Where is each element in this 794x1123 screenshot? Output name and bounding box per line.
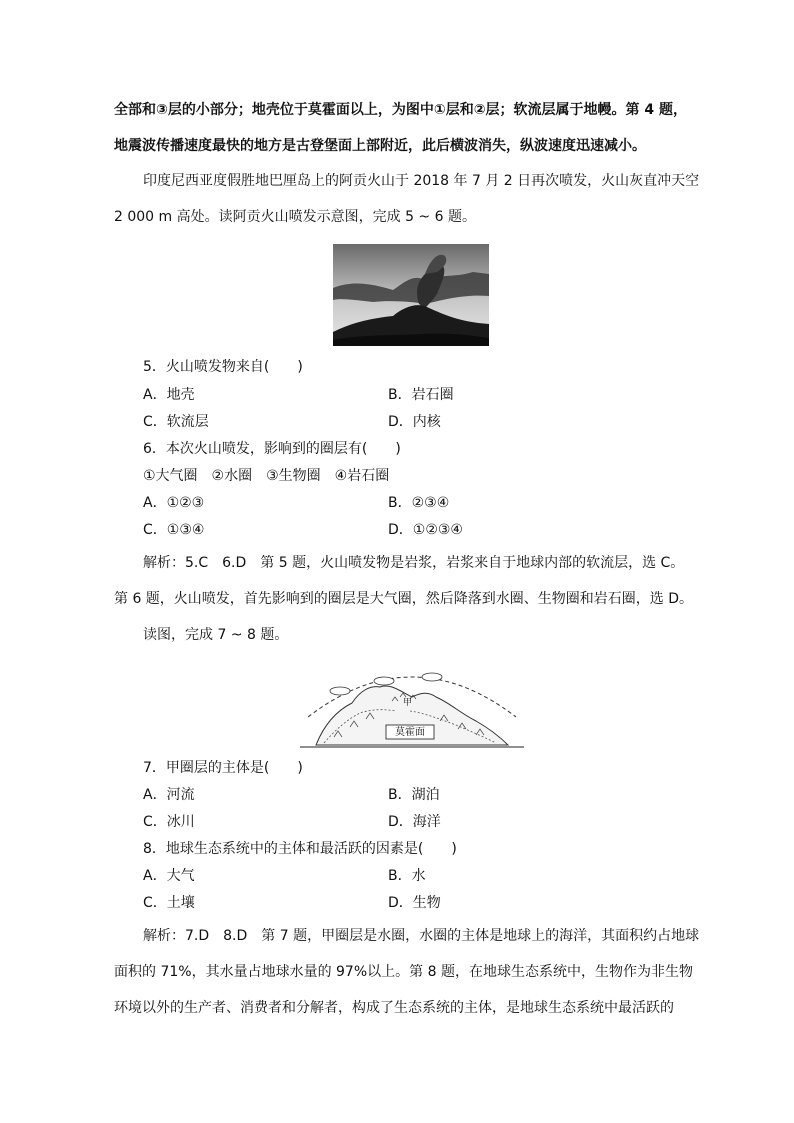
q6-option-a: A．①②③ [143,495,205,511]
q5-option-d: D．内核 [388,414,441,430]
q6-option-b: B．②③④ [388,495,450,511]
cloud-icon [330,687,350,695]
q7-option-a: A．河流 [143,787,195,803]
q6-option-c: C．①③④ [143,522,205,538]
q8-option-b: B．水 [388,868,426,884]
para1-line2: 地震波传播速度最快的地方是古登堡面上部附近，此后横波消失，纵波速度迅速减小。 [114,138,646,154]
label-jia: 甲 [403,698,413,708]
q5-option-a: A．地壳 [143,387,195,403]
analysis1-line2: 第 6 题，火山喷发，首先影响到的圈层是大气圈，然后降落到水圈、生物圈和岩石圈，选 D。 [114,591,694,607]
analysis2-line2: 面积的 71%，其水量占地球水量的 97%以上。第 8 题，在地球生态系统中，生物作为非生物 [114,964,693,980]
q8-option-c: C．土壤 [143,895,195,911]
q6-items: ①大气圈 ②水圈 ③生物圈 ④岩石圈 [143,468,390,484]
analysis2-line1: 解析：7.D 8.D 第 7 题，甲圈层是水圈，水圈的主体是地球上的海洋，其面积约占地球 [143,928,700,944]
q6-stem: 6．本次火山喷发，影响到的圈层有( ) [143,441,401,457]
q7-stem: 7．甲圈层的主体是( ) [143,760,303,776]
analysis1-line1: 解析：5.C 6.D 第 5 题，火山喷发物是岩浆，岩浆来自于地球内部的软流层，选 C。 [143,555,685,571]
q8-stem: 8．地球生态系统中的主体和最活跃的因素是( ) [143,841,457,857]
intro1-line1: 印度尼西亚度假胜地巴厘岛上的阿贡火山于 2018 年 7 月 2 日再次喷发，火山灰直冲天空 [143,173,700,189]
q5-option-c: C．软流层 [143,414,209,430]
q8-option-d: D．生物 [388,895,441,911]
q5-option-b: B．岩石圈 [388,387,454,403]
earth-spheres-diagram [300,655,524,749]
cloud-icon [374,677,394,685]
analysis2-line3: 环境以外的生产者、消费者和分解者，构成了生态系统的主体，是地球生态系统中最活跃的 [114,1000,674,1016]
q8-option-a: A．大气 [143,868,195,884]
q7-option-c: C．冰川 [143,814,195,830]
volcano-photo [333,244,489,346]
label-moho: 莫霍面 [395,727,425,738]
intro1-line2: 2 000 m 高处。读阿贡火山喷发示意图，完成 5 ~ 6 题。 [114,209,476,225]
para1-line1: 全部和③层的小部分；地壳位于莫霍面以上，为图中①层和②层；软流层属于地幔。第 4 题， [114,102,688,118]
cloud-icon [422,673,442,681]
q5-stem: 5．火山喷发物来自( ) [143,359,303,375]
q6-option-d: D．①②③④ [388,522,463,538]
q7-option-d: D．海洋 [388,814,441,830]
q7-option-b: B．湖泊 [388,787,440,803]
intro2: 读图，完成 7 ~ 8 题。 [143,627,289,643]
